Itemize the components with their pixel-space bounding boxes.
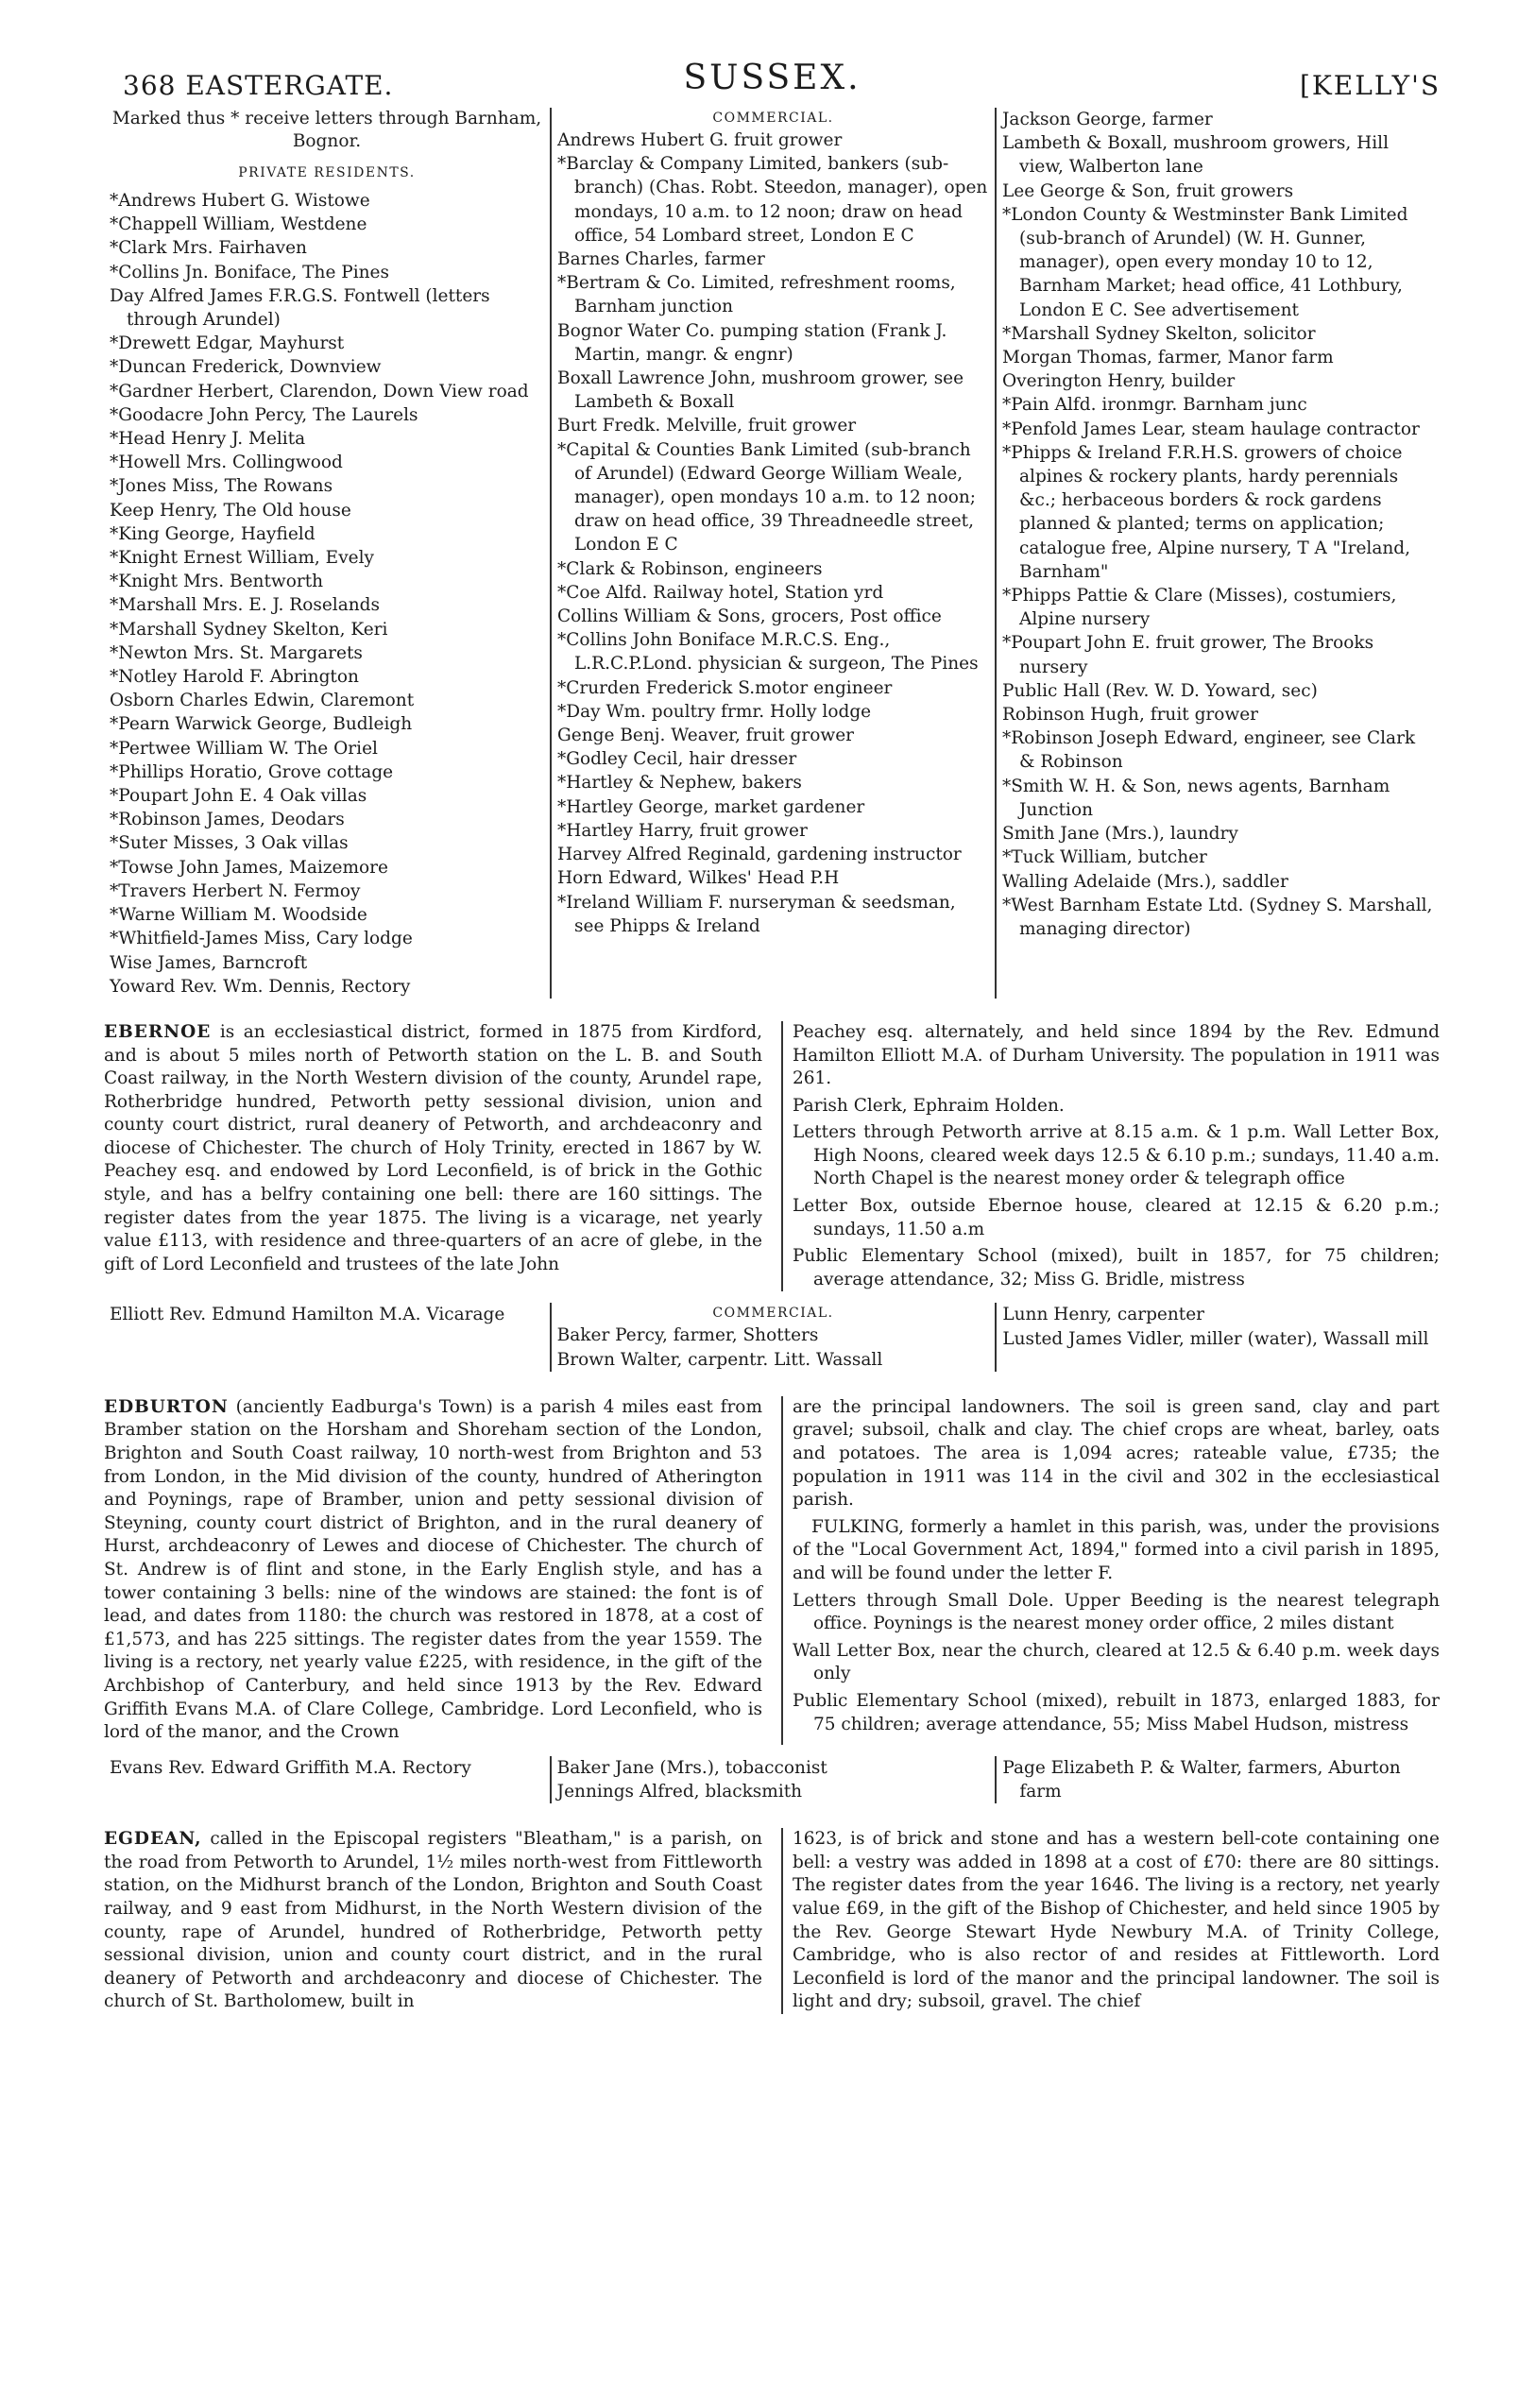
edburton-directory [104,1756,1441,1803]
edburton-commercial [550,1756,996,1803]
directory-entry: Bognor Water Co. pumping station (Frank J. Martin, mangr. & engnr) [557,320,947,365]
directory-entry: *Pearn Warwick George, Budleigh [110,714,413,735]
directory-entry: Jennings Alfred, blacksmith [556,1781,803,1802]
egdean-text: called in the Episcopal registers "Bleatham," is a parish, on the road from Petworth to Arundel, 1½ miles north-west from Fittleworth station, on the Midhurst branch of the London, Brighton and South Coast railway, and 9 east from Midhurst, in the North Western division of the county, rape of Arundel, hundred of Rotherbridge, Petworth petty sessional division, union and county court district, and in the rural deanery of Petworth and archdeaconry and diocese of Chichester. The church of St. Bartholomew, built in [104,1829,762,2012]
directory-entry: *Knight Ernest William, Evely [110,548,374,569]
edburton-section [104,1396,1441,1803]
directory-entry: Robinson Hugh, fruit grower [1002,705,1259,726]
ebernoe-notices [793,1095,1440,1292]
directory-entry: *Jones Miss, The Rowans [110,476,333,497]
commercial-heading: COMMERCIAL. [712,1306,834,1322]
place-name: EDBURTON [104,1396,229,1417]
directory-entry: *Warne William M. Woodside [110,905,367,926]
ebernoe-commercial [550,1303,996,1371]
ebernoe-directory [104,1303,1441,1371]
directory-entry: Andrews Hubert G. fruit grower [557,130,843,150]
notice-line: Letter Box, outside Ebernoe house, cleared at 12.15 & 6.20 p.m.; sundays, 11.50 a.m [793,1196,1440,1239]
directory-entry: *Howell Mrs. Collingwood [110,453,343,473]
directory-entry: *Ireland William F. nurseryman & seedsman, see Phipps & Ireland [557,892,956,936]
directory-entry: Morgan Thomas, farmer, Manor farm [1002,348,1334,368]
edburton-private [104,1756,550,1803]
directory-entry: *Smith W. H. & Son, news agents, Barnham Junction [1002,776,1390,820]
egdean-section [104,1828,1441,2014]
directory-entry: *Drewett Edgar, Mayhurst [110,333,345,354]
commercial-list [557,128,989,938]
directory-entry: Lusted James Vidler, miller (water), Wassall mill [1002,1328,1429,1349]
directory-entry: Boxall Lawrence John, mushroom grower, see Lambeth & Boxall [557,368,964,413]
ebernoe-commercial-continued [995,1303,1441,1371]
directory-entry: Walling Adelaide (Mrs.), saddler [1002,871,1288,892]
directory-entry: *Hartley & Nephew, bakers [557,773,802,794]
ebernoe-text: is an ecclesiastical district, formed in 1875 from Kirdford, and is about 5 miles north of Petworth station on the L. B. and South Coast railway, in the North Western division of the county, Arundel rape, Rotherbridge hundred, Petworth petty sessional division, union and county court district, rural deanery of Petworth, and archdeaconry and diocese of Chichester. The church of Holy Trinity, erected in 1867 by W. Peachey esq. and endowed by Lord Leconfield, is of brick in the Gothic style, and has a belfry containing one bell: there are 160 sittings. The register dates from the year 1875. The living is a vicarage, net yearly value £113, with residence and three-quarters of an acre of glebe, in the gift of Lord Leconfield and trustees of the late John [104,1021,762,1274]
directory-entry: *Head Henry J. Melita [110,429,306,450]
directory-entry: Public Hall (Rev. W. D. Yoward, sec) [1002,680,1318,701]
directory-entry: *King George, Hayfield [110,523,316,544]
directory-entry: *Andrews Hubert G. Wistowe [110,191,370,211]
private-residents-heading: PRIVATE RESIDENTS. [238,165,416,180]
directory-entry: *Goodacre John Percy, The Laurels [110,404,418,425]
directory-entry: Harvey Alfred Reginald, gardening instructor [557,845,962,865]
directory-entry: *Pertwee William W. The Oriel [110,738,378,759]
commercial-heading: COMMERCIAL. [712,111,834,126]
directory-entry: *Phipps Pattie & Clare (Misses), costumiers, Alpine nursery [1002,586,1397,630]
notice-line: Wall Letter Box, near the church, cleared at 12.5 & 6.40 p.m. week days only [793,1640,1440,1684]
directory-entry: *Gardner Herbert, Clarendon, Down View road [110,381,529,401]
directory-entry: *Travers Herbert N. Fermoy [110,880,361,901]
notice-line: Letters through Small Dole. Upper Beeding is the nearest telegraph office. Poynings is the nearest money order office, 2 miles distant [793,1590,1440,1634]
directory-entry: *Barclay & Company Limited, bankers (sub-branch) (Chas. Robt. Steedon, manager), open mondays, 10 a.m. to 12 noon; draw on head office, 54 Lombard street, London E C [557,154,988,246]
directory-entry: *Notley Harold F. Abrington [110,667,359,688]
notice-line: Parish Clerk, Ephraim Holden. [793,1095,1065,1116]
directory-entry: *Coe Alfd. Railway hotel, Station yrd [557,582,884,603]
directory-entry: Osborn Charles Edwin, Claremont [110,691,415,711]
directory-entry: *Robinson James, Deodars [110,810,345,830]
private-residents-column [104,108,550,999]
directory-entry: *Clark & Robinson, engineers [557,558,823,579]
directory-entry: Keep Henry, The Old house [110,500,351,521]
directory-entry: *Phipps & Ireland F.R.H.S. growers of choice alpines & rockery plants, hardy perennials &c.; herbaceous borders & rock gardens planned & planted; terms on application; catalogue free, Alpine nursery, T A "Ireland, Barnham" [1002,442,1410,582]
directory-entry: *Marshall Mrs. E. J. Roselands [110,595,380,616]
directory-entry: Overington Henry, builder [1002,371,1236,392]
directory-entry: *Hartley George, market gardener [557,796,865,817]
directory-entry: *London County & Westminster Bank Limited (sub-branch of Arundel) (W. H. Gunner, manager), open every monday 10 to 12, Barnham Market; head office, 41 Lothbury, London E C. See advertisement [1002,204,1408,320]
ebernoe-description [104,1021,762,1292]
directory-entry: *Duncan Frederick, Downview [110,357,382,378]
directory-entry: *Newton Mrs. St. Margarets [110,642,363,663]
edburton-text-continued: are the principal landowners. The soil is green sand, clay and part gravel; subsoil, chalk and clay. The chief crops are wheat, barley, oats and potatoes. The area is 1,094 acres; rateable value, £735; the population in 1911 was 114 in the civil and 302 in the ecclesiastical parish. [793,1396,1440,1511]
edburton-commercial-continued [995,1756,1441,1803]
directory-entry: *Pain Alfd. ironmgr. Barnham junc [1002,395,1307,416]
directory-entry: Collins William & Sons, grocers, Post office [557,606,942,627]
notice-line: Public Elementary School (mixed), rebuilt in 1873, enlarged 1883, for 75 children; average attendance, 55; Miss Mabel Hudson, mistress [793,1690,1440,1734]
county-title: SUSSEX. [683,59,861,97]
directory-entry: Evans Rev. Edward Griffith M.A. Rectory [110,1757,471,1778]
directory-entry: *Towse John James, Maizemore [110,857,388,878]
egdean-text-continued: 1623, is of brick and stone and has a western bell-cote containing one bell: a vestry was added in 1898 at a cost of £70: there are 80 sittings. The register dates from the year 1646. The living is a rectory, net yearly value £69, in the gift of the Bishop of Chichester, and held since 1905 by the Rev. George Stewart Hyde Newbury M.A. of Trinity College, Cambridge, who is also rector of and resides at Fittleworth. Lord Leconfield is lord of the manor and the principal landowner. The soil is light and dry; subsoil, gravel. The chief [793,1829,1440,2012]
notice-line: Public Elementary School (mixed), built in 1857, for 75 children; average attendance, 32; Miss G. Bridle, mistress [793,1246,1440,1289]
private-residents-list [110,189,544,999]
ebernoe-text-continued: Peachey esq. alternately, and held since 1894 by the Rev. Edmund Hamilton Elliott M.A. of Durham University. The population in 1911 was 261. [793,1021,1440,1089]
eastergate-directory [104,108,1441,999]
commercial-list-continued [1002,108,1435,941]
directory-entry: Burt Fredk. Melville, fruit grower [557,416,857,436]
directory-entry: *Robinson Joseph Edward, engineer, see Clark & Robinson [1002,728,1416,773]
directory-entry: Wise James, Barncroft [110,952,308,973]
directory-entry: *Day Wm. poultry frmr. Holly lodge [557,701,872,722]
place-name: EBERNOE [104,1021,212,1042]
edburton-description-continued [781,1396,1440,1745]
commercial-column-continued [995,108,1441,999]
directory-entry: *Collins John Boniface M.R.C.S. Eng., L.R.C.P.Lond. physician & surgeon, The Pines [557,630,979,675]
edburton-notices [793,1590,1440,1737]
edburton-description [104,1396,762,1745]
commercial-column [550,108,995,999]
directory-entry: Yoward Rev. Wm. Dennis, Rectory [110,976,411,997]
directory-entry: *Chappell William, Westdene [110,214,367,235]
directory-entry: Baker Percy, farmer, Shotters [556,1325,819,1346]
ebernoe-description-continued [781,1021,1440,1292]
directory-entry: Jackson George, farmer [1002,110,1213,129]
directory-entry: *Godley Cecil, hair dresser [557,749,797,770]
directory-entry: *Hartley Harry, fruit grower [557,820,808,841]
directory-entry: Smith Jane (Mrs.), laundry [1002,824,1238,845]
directory-entry: *Poupart John E. fruit grower, The Brooks nursery [1002,633,1374,677]
directory-entry: Baker Jane (Mrs.), tobacconist [556,1757,827,1778]
directory-entry: Brown Walter, carpentr. Litt. Wassall [556,1349,883,1370]
directory-entry: *Crurden Frederick S.motor engineer [557,677,893,698]
directory-entry: *Suter Misses, 3 Oak villas [110,833,349,854]
ebernoe-private [104,1303,550,1371]
egdean-description-continued [781,1828,1440,2014]
directory-entry: *Penfold James Lear, steam haulage contractor [1002,418,1420,439]
directory-entry: *Collins Jn. Boniface, The Pines [110,262,389,282]
letters-note: Marked thus * receive letters through Barnham, Bognor. [111,109,542,151]
directory-entry: Day Alfred James F.R.G.S. Fontwell (letters through Arundel) [110,285,490,331]
directory-entry: *Bertram & Co. Limited, refreshment rooms, Barnham junction [557,273,956,317]
directory-entry: Page Elizabeth P. & Walter, farmers, Aburton farm [1002,1757,1401,1802]
directory-entry: Lee George & Son, fruit growers [1002,180,1294,201]
directory-entry: *Knight Mrs. Bentworth [110,572,324,592]
directory-entry: Lunn Henry, carpenter [1002,1305,1205,1325]
directory-entry: *Capital & Counties Bank Limited (sub-branch of Arundel) (Edward George William Weale, manager), open mondays 10 a.m. to 12 noon; draw on head office, 39 Threadneedle street, London E C [557,439,976,555]
directory-entry: Barnes Charles, farmer [557,249,765,270]
page-header [104,49,1441,108]
directory-page [104,49,1441,2373]
directory-entry: *Clark Mrs. Fairhaven [110,238,307,259]
directory-entry: Genge Benj. Weaver, fruit grower [557,726,855,746]
directory-entry: *Poupart John E. 4 Oak villas [110,786,367,807]
running-head-left: 368 EASTERGATE. [123,70,394,101]
egdean-description [104,1828,762,2014]
directory-entry: *Marshall Sydney Skelton, Keri [110,619,388,640]
directory-entry: *West Barnham Estate Ltd. (Sydney S. Marshall, managing director) [1002,895,1433,939]
edburton-text: (anciently Eadburga's Town) is a parish 4 miles east from Bramber station on the Horsham and Shoreham section of the London, Brighton and South Coast railway, 10 north-west from Brighton and 53 from London, in the Mid division of the county, hundred of Atherington and Poynings, rape of Bramber, union and petty sessional division of Steyning, county court district of Brighton, and in the rural deanery of Hurst, archdeaconry of Lewes and diocese of Chichester. The church of St. Andrew is of flint and stone, in the Early English style, and has a tower containing 3 bells: nine of the windows are stained: the font is of lead, and dates from 1180: the church was restored in 1878, at a cost of £1,573, and has 225 sittings. The register dates from the year 1559. The living is a rectory, net yearly value £225, with residence, in the gift of the Archbishop of Canterbury, and held since 1913 by the Rev. Edward Griffith Evans M.A. of Clare College, Cambridge. Lord Leconfield, who is lord of the manor, and the Crown [104,1396,762,1743]
running-head-right: [KELLY'S [1299,70,1441,101]
directory-entry: *Phillips Horatio, Grove cottage [110,761,394,782]
fulking-paragraph: FULKING, formerly a hamlet in this parish, was, under the provisions of the "Local Government Act, 1894," formed into a civil parish in 1895, and will be found under the letter F. [793,1516,1440,1583]
directory-entry: *Tuck William, butcher [1002,847,1207,868]
notice-line: Letters through Petworth arrive at 8.15 a.m. & 1 p.m. Wall Letter Box, High Noons, cleared week days 12.5 & 6.10 p.m.; sundays, 11.40 a.m. North Chapel is the nearest money order & telegraph office [793,1122,1440,1189]
place-name: EGDEAN, [104,1829,202,1850]
directory-entry: *Marshall Sydney Skelton, solicitor [1002,323,1316,344]
directory-entry: Elliott Rev. Edmund Hamilton M.A. Vicarage [110,1305,505,1325]
directory-entry: Lambeth & Boxall, mushroom growers, Hill view, Walberton lane [1002,133,1390,178]
directory-entry: *Whitfield-James Miss, Cary lodge [110,929,413,949]
directory-entry: Horn Edward, Wilkes' Head P.H [557,868,840,889]
ebernoe-section [104,1021,1441,1372]
